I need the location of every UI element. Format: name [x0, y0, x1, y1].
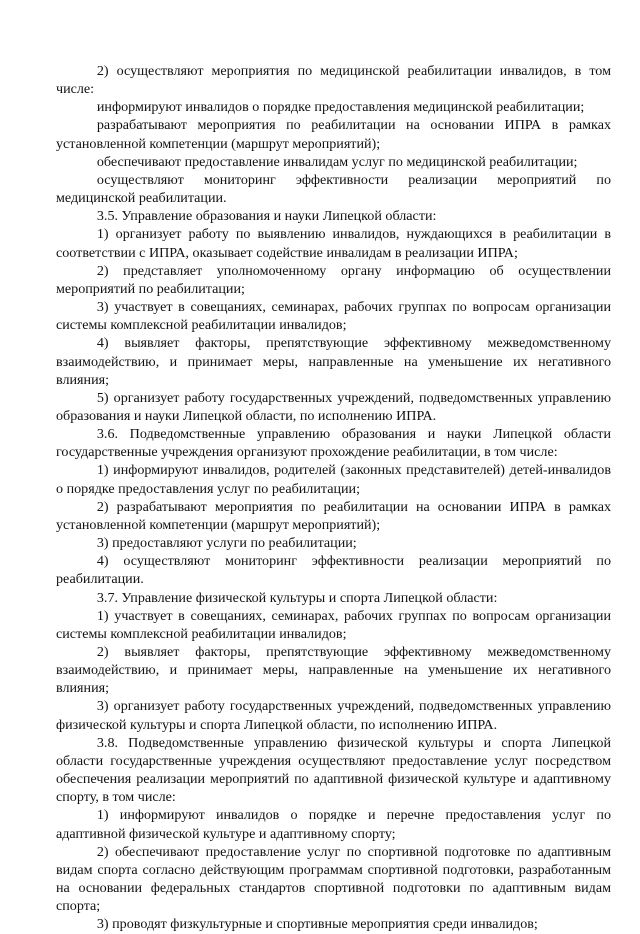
paragraph-3-5-item-3: 3) участвует в совещаниях, семинарах, рабочих группах по вопросам организации системы комплексной реабилитации инвалидов; — [56, 299, 611, 334]
paragraph-3-6-item-4: 4) осуществляют мониторинг эффективности реализации мероприятий по реабилитации. — [56, 553, 611, 588]
paragraph-2-medical-rehab: 2) осуществляют мероприятия по медицинской реабилитации инвалидов, в том числе: — [56, 63, 611, 98]
paragraph-3-5-item-4: 4) выявляет факторы, препятствующие эффективному межведомственному взаимодействию, и принимает меры, направленные на уменьшение их негативного влияния; — [56, 335, 611, 388]
section-heading-3-7: 3.7. Управление физической культуры и спорта Липецкой области: — [96, 589, 498, 606]
paragraph-3-6-item-3: 3) предоставляют услуги по реабилитации; — [96, 535, 357, 552]
paragraph-3-8-item-3: 3) проводят физкультурные и спортивные мероприятия среди инвалидов; — [96, 916, 538, 933]
paragraph-3-7-item-1: 1) участвует в совещаниях, семинарах, рабочих группах по вопросам организации системы комплексной реабилитации инвалидов; — [56, 607, 611, 642]
paragraph-3-8-item-1: 1) информируют инвалидов о порядке и перечне предоставления услуг по адаптивной физической культуре и адаптивному спорту; — [56, 807, 611, 842]
paragraph-3-7-item-3: 3) организует работу государственных учреждений, подведомственных управлению физической культуры и спорта Липецкой области, по исполнению ИПРА. — [56, 698, 611, 733]
paragraph-3-5-item-1: 1) организует работу по выявлению инвалидов, нуждающихся в реабилитации в соответствии с ИПРА, оказывает содействие инвалидам в реализации ИПРА; — [56, 226, 611, 261]
paragraph-monitor-medical: осуществляют мониторинг эффективности реализации мероприятий по медицинской реабилитации. — [56, 171, 611, 207]
document-page — [56, 62, 611, 934]
paragraph-develop-medical: разрабатывают мероприятия по реабилитации на основании ИПРА в рамках установленной компетенции (маршрут мероприятий); — [56, 117, 611, 152]
paragraph-inform-medical: информируют инвалидов о порядке предоставления медицинской реабилитации; — [96, 99, 585, 116]
paragraph-3-6-item-1: 1) информируют инвалидов, родителей (законных представителей) детей-инвалидов о порядке предоставления услуг по реабилитации; — [56, 462, 611, 497]
paragraph-3-7-item-2: 2) выявляет факторы, препятствующие эффективному межведомственному взаимодействию, и принимает меры, направленные на уменьшение их негативного влияния; — [56, 644, 611, 697]
paragraph-3-6-item-2: 2) разрабатывают мероприятия по реабилитации на основании ИПРА в рамках установленной компетенции (маршрут мероприятий); — [56, 498, 611, 533]
paragraph-3-8-item-2: 2) обеспечивают предоставление услуг по спортивной подготовке по адаптивным видам спорта согласно действующим программам спортивной подготовки, разработанным на основании федеральных стандартов спортивной подготовки по адаптивным видам спорта; — [56, 843, 611, 915]
section-heading-3-5: 3.5. Управление образования и науки Липецкой области: — [96, 208, 437, 225]
paragraph-3-5-item-2: 2) представляет уполномоченному органу информацию об осуществлении мероприятий по реабилитации; — [56, 262, 611, 297]
paragraph-provide-medical: обеспечивают предоставление инвалидам услуг по медицинской реабилитации; — [96, 153, 578, 170]
paragraph-3-5-item-5: 5) организует работу государственных учреждений, подведомственных управлению образования и науки Липецкой области, по исполнению ИПРА. — [56, 389, 611, 424]
section-heading-3-6: 3.6. Подведомственные управлению образования и науки Липецкой области государственные учреждения организуют прохождение реабилитации, в том числе: — [56, 426, 611, 461]
section-heading-3-8: 3.8. Подведомственные управлению физической культуры и спорта Липецкой области государственные учреждения осуществляют предоставление услуг посредством обеспечения реализации мероприятий по адаптивной физической культуре и адаптивному спорту, в том числе: — [56, 734, 611, 806]
